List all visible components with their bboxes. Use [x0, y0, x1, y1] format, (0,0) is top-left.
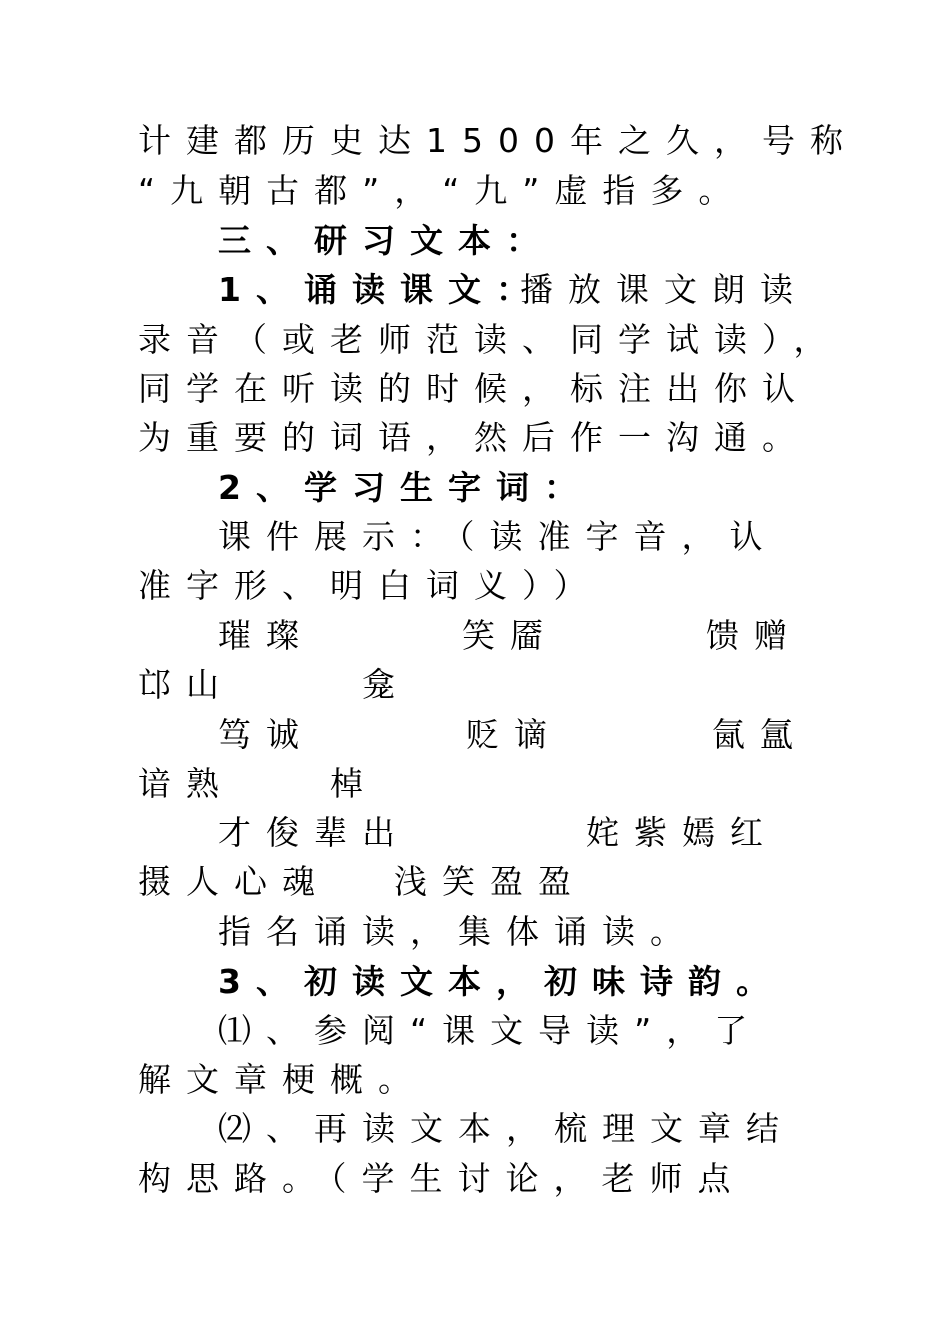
- vocab-word: 棹: [330, 764, 378, 803]
- text-line: 为重要的词语，然后作一沟通。: [138, 418, 810, 457]
- vocab-word: 谙熟: [138, 764, 234, 803]
- text-line: 计建都历史达1500年之久，号称: [138, 121, 858, 160]
- step-heading: 1、诵读课文：: [218, 270, 544, 309]
- text-line: ⑵、再读文本，梳理文章结: [218, 1109, 794, 1148]
- vocab-word: 璀璨: [218, 616, 314, 655]
- text-line: 录音（或老师范读、同学试读），: [138, 320, 842, 359]
- vocab-row: [218, 808, 808, 858]
- vocab-word: 姹紫嫣红: [586, 813, 778, 852]
- step-heading: 2、学习生字词：: [218, 468, 592, 507]
- text-line: 课件展示：（读准字音，认: [218, 517, 778, 556]
- vocab-row: [218, 710, 808, 760]
- text-line: 构思路。（学生讨论，老师点: [138, 1159, 746, 1198]
- section-heading: 三、研习文本：: [218, 221, 554, 260]
- vocab-row: [138, 857, 808, 907]
- vocab-row: [218, 611, 808, 661]
- step-heading: 3、初读文本，初味诗韵。: [218, 962, 784, 1001]
- vocab-word: 才俊辈出: [218, 813, 410, 852]
- vocab-word: 氤氲: [712, 715, 808, 754]
- text-line: [218, 265, 808, 315]
- vocab-word: 笃诚: [218, 715, 314, 754]
- vocab-row: [138, 759, 808, 809]
- vocab-word: 摄人心魂: [138, 862, 330, 901]
- vocab-word: 邙山: [138, 665, 234, 704]
- text-line: 准字形、明白词义））: [138, 566, 602, 605]
- vocab-word: 龛: [362, 665, 410, 704]
- text-line: “九朝古都”，“九”虚指多。: [138, 171, 747, 210]
- step-text: 播放课文朗读: [520, 270, 808, 309]
- text-line: 解文章梗概。: [138, 1060, 426, 1099]
- text-line: 指名诵读，集体诵读。: [218, 912, 698, 951]
- vocab-word: 笑靥: [462, 616, 558, 655]
- text-line: 同学在听读的时候，标注出你认: [138, 369, 810, 408]
- vocab-row: [138, 660, 808, 710]
- text-line: ⑴、参阅“课文导读”，了: [218, 1011, 763, 1050]
- vocab-word: 贬谪: [466, 715, 562, 754]
- vocab-word: 浅笑盈盈: [394, 862, 586, 901]
- vocab-word: 馈赠: [706, 616, 802, 655]
